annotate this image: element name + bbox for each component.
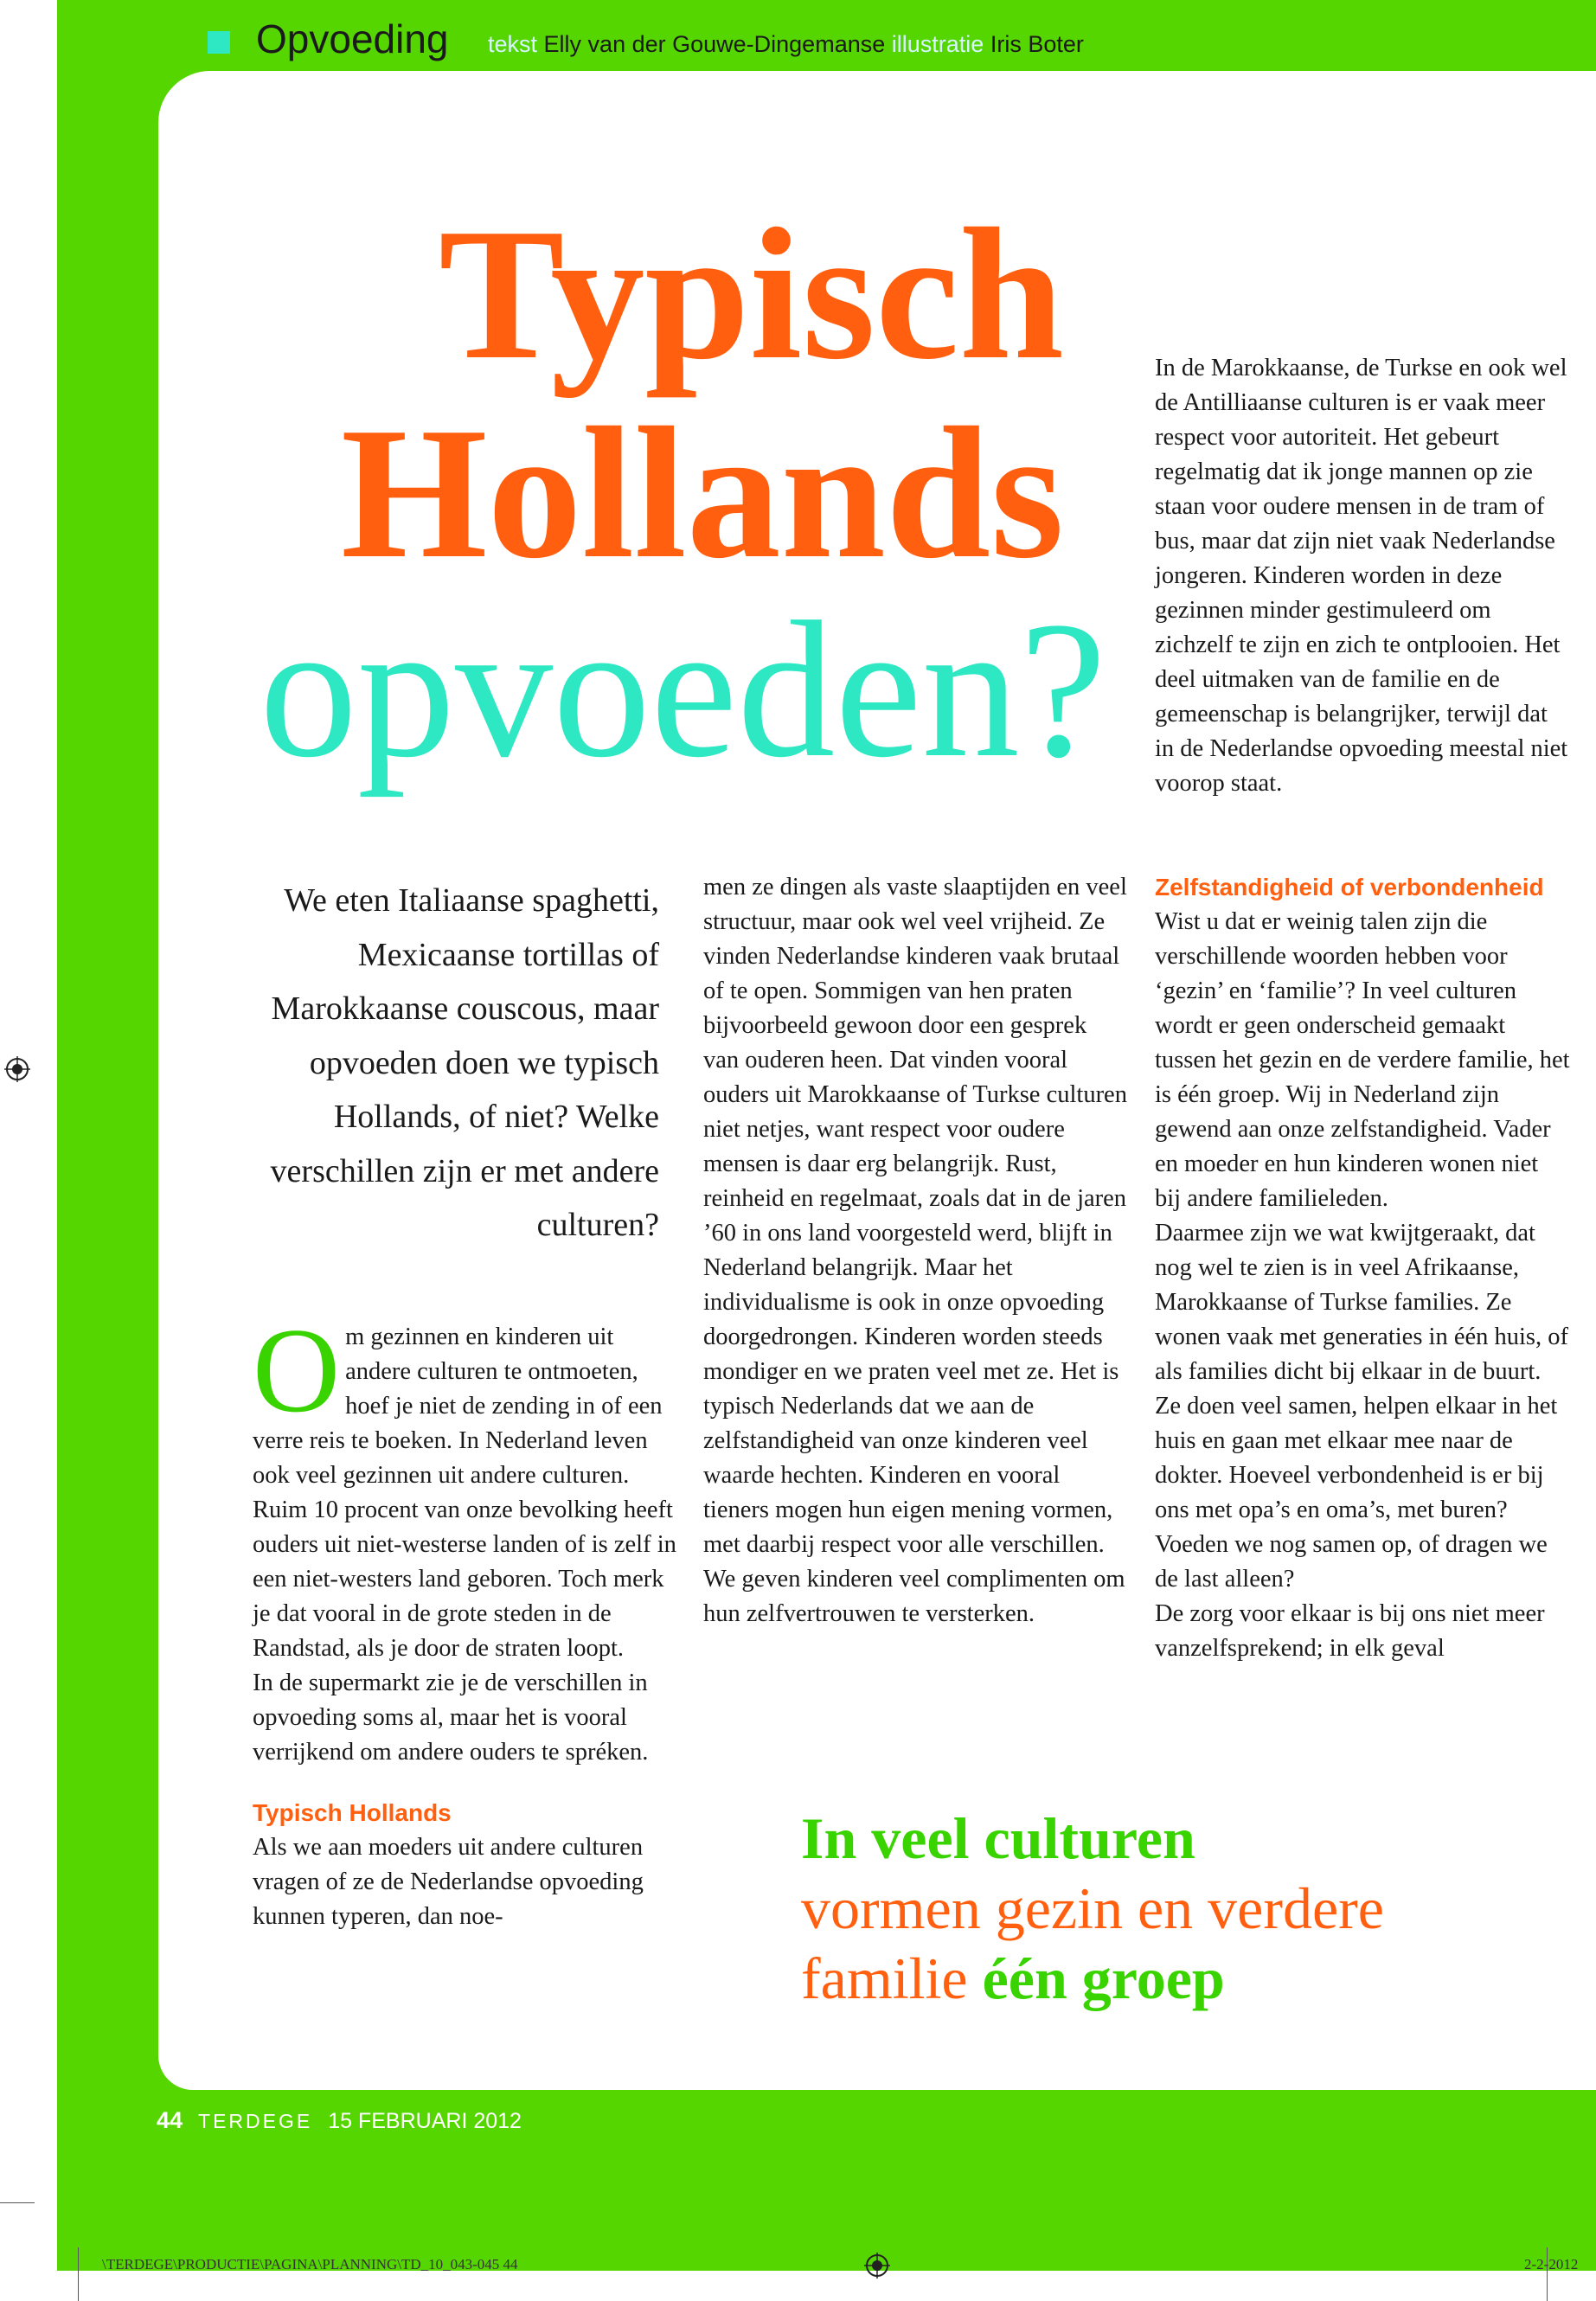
lead-paragraph: We eten Italiaanse spaghetti, Mexicaanse tortillas of Marokkaanse couscous, maar opvoeden doen we typisch Hollands, of niet? Welke verschillen zijn er met andere culturen?: [270, 882, 659, 1243]
top-right-column: [1155, 351, 1570, 801]
magazine-name: TERDEGE: [198, 2110, 313, 2132]
pull-quote: [801, 1804, 1580, 2014]
title-line-1: Typisch: [439, 190, 1064, 399]
section-square-icon: [208, 31, 230, 54]
page-footer: [157, 2107, 522, 2134]
illustration-label: illustratie: [891, 31, 984, 57]
pull-quote-line-2: vormen gezin en verdere: [801, 1875, 1384, 1941]
pull-quote-line-1: In veel culturen: [801, 1805, 1195, 1871]
column-3-paragraph-2: Daarmee zijn we wat kwijtgeraakt, dat nog wel te zien is in veel Afrikaanse, Marokkaanse of Turkse families. Ze wonen vaak met generaties in één huis, of als families dicht bij elkaar in de buurt. Ze doen veel samen, helpen elkaar in het huis en gaan met elkaar mee naar de dokter. Hoeveel verbondenheid is er bij ons met opa’s en oma’s, met buren? Voeden we nog samen op, of dragen we de last alleen?: [1155, 1220, 1569, 1593]
slug-date: 2-2-2012: [1524, 2256, 1579, 2272]
title-line-2: Hollands: [340, 389, 1064, 598]
column-3-paragraph-1: Wist u dat er weinig talen zijn die verschillende woorden hebben voor ‘gezin’ en ‘familie’? In veel culturen wordt er geen onderscheid gemaakt tussen het gezin en de verdere familie, het is één groep. Wij in Nederland zijn gewend aan onze zelfstandigheid. Vader en moeder en hun kinderen wonen niet bij andere familieleden.: [1155, 908, 1570, 1212]
column-1-text-1: m gezinnen en kinderen uit andere culturen te ontmoeten, hoef je niet de zending in of een verre reis te boeken. In Nederland leven ook veel gezinnen uit andere culturen. Ruim 10 procent van onze bevolking heeft ouders uit niet-westerse landen of is zelf in een niet-westers land geboren. Toch merk je dat vooral in de grote steden in de Randstad, als je door de straten loopt.: [253, 1324, 676, 1662]
column-1-paragraph-3: Als we aan moeders uit andere culturen vragen of ze de Nederlandse opvoeding kunnen typeren, dan noe-: [253, 1834, 644, 1930]
slug-path: \TERDEGE\PRODUCTIE\PAGINA\PLANNING\TD_10_043-045 44: [102, 2256, 518, 2272]
subhead-zelfstandigheid: Zelfstandigheid of verbondenheid: [1155, 874, 1544, 901]
column-2-paragraph-1: men ze dingen als vaste slaaptijden en veel structuur, maar ook wel veel vrijheid. Ze vinden Nederlandse kinderen vaak brutaal of te open. Sommigen van hen praten bijvoorbeeld gewoon door een gesprek van ouderen heen. Dat vinden vooral ouders uit Marokkaanse of Turkse culturen niet netjes, want respect voor oudere mensen is daar erg belangrijk. Rust, reinheid en regelmaat, zoals dat in de jaren ’60 in ons land voorgesteld werd, blijft in Nederland belangrijk. Maar het individualisme is ook in onze opvoeding doorgedrongen. Kinderen worden steeds mondiger en we praten veel met ze. Het is typisch Nederlands dat we aan de zelfstandigheid van onze kinderen veel waarde hechten. Kinderen en vooral tieners mogen hun eigen mening vormen, met daarbij respect voor alle verschillen. We geven kinderen veel complimenten om hun zelfvertrouwen te versterken.: [703, 874, 1127, 1627]
illustrator-name: Iris Boter: [990, 31, 1084, 57]
drop-cap: O: [253, 1304, 341, 1438]
crop-mark: [0, 2202, 35, 2203]
column-3: [1155, 870, 1570, 1666]
title-line-3: opvoeden?: [260, 581, 1106, 798]
pull-quote-line-3a: familie: [801, 1945, 983, 2011]
column-1-paragraph-1: [253, 1304, 676, 1666]
top-right-paragraph: In de Marokkaanse, de Turkse en ook wel de Antilliaanse culturen is er vaak meer respect voor autoriteit. Het gebeurt regelmatig dat ik jonge mannen op zie staan voor oudere mensen in de tram of bus, maar dat zijn niet vaak Nederlandse jongeren. Kinderen worden in deze gezinnen minder gestimuleerd om zichzelf te zijn en zich te ontplooien. Het deel uitmaken van de familie en de gemeenschap is belangrijker, terwijl dat in de Nederlandse opvoeding meestal niet voorop staat.: [1155, 355, 1568, 797]
column-2: [703, 870, 1127, 1631]
section-name: Opvoeding: [256, 16, 449, 61]
column-1-paragraph-2: In de supermarkt zie je de verschillen in opvoeding soms al, maar het is vooral verrijkend om andere ouders te spréken.: [253, 1670, 649, 1766]
page-number: 44: [157, 2107, 183, 2133]
issue-date: 15 FEBRUARI 2012: [328, 2109, 522, 2133]
column-1: [253, 1304, 676, 1934]
text-label: tekst: [488, 31, 538, 57]
crop-mark: [78, 2247, 79, 2301]
registration-mark-icon: [4, 1056, 30, 1082]
author-name: Elly van der Gouwe-Dingemanse: [543, 31, 886, 57]
article-credits: [488, 31, 1084, 58]
pull-quote-line-3b: één groep: [982, 1945, 1225, 2011]
column-3-paragraph-3: De zorg voor elkaar is bij ons niet meer vanzelfsprekend; in elk geval: [1155, 1600, 1545, 1662]
registration-mark-icon: [864, 2253, 890, 2279]
subhead-typisch-hollands: Typisch Hollands: [253, 1799, 452, 1826]
article-title: [260, 190, 1106, 798]
